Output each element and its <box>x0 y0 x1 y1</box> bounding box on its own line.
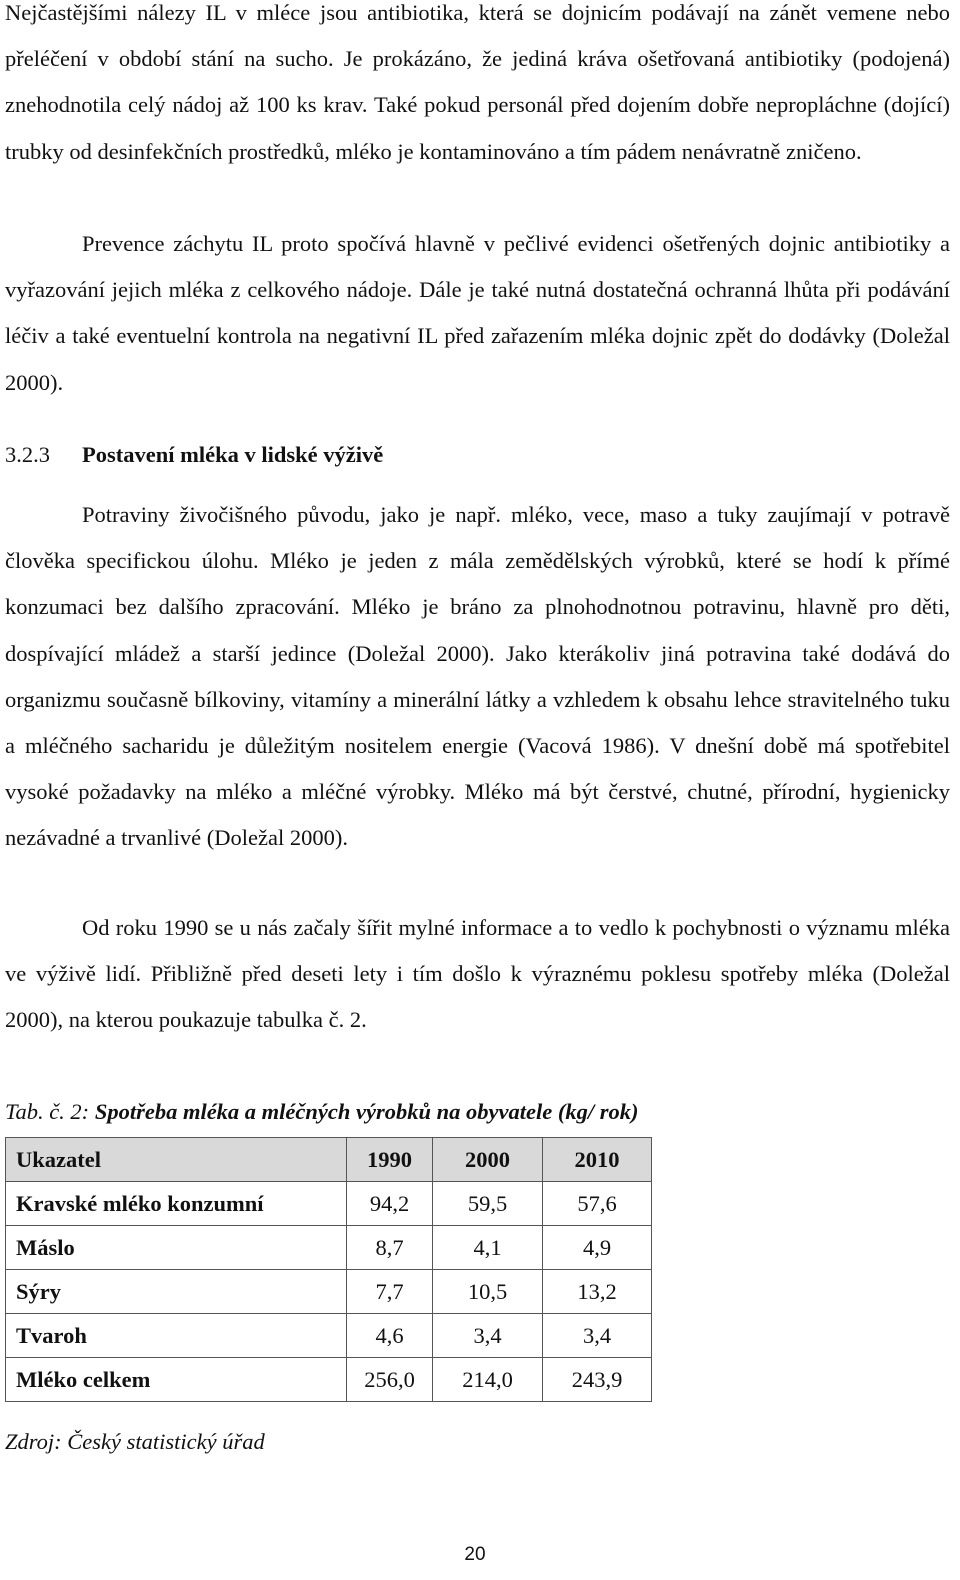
table-cell: 10,5 <box>433 1270 543 1314</box>
table-row-label: Sýry <box>6 1270 347 1314</box>
table-header-cell: 1990 <box>347 1138 433 1182</box>
table-caption <box>5 1094 638 1130</box>
table-cell: 214,0 <box>433 1358 543 1402</box>
table-cell: 57,6 <box>543 1182 652 1226</box>
table-cell: 13,2 <box>543 1270 652 1314</box>
table-row <box>6 1358 652 1402</box>
table-cell: 243,9 <box>543 1358 652 1402</box>
table-row <box>6 1226 652 1270</box>
table-cell: 4,1 <box>433 1226 543 1270</box>
page-number: 20 <box>464 1544 486 1565</box>
table-row-label: Tvaroh <box>6 1314 347 1358</box>
paragraph-antibiotics: Nejčastějšími nálezy IL v mléce jsou antibiotika, která se dojnicím podávají na zánět vemene nebo přeléčení v období stání na sucho. Je prokázáno, že jediná kráva ošetřovaná antibiotiky (podojená) znehodnotila celý nádoj až 100 ks krav. Také pokud personál před dojením dobře nepropláchne (dojící) trubky od desinfekčních prostředků, mléko je kontaminováno a tím pádem nenávratně zničeno. <box>5 0 950 164</box>
table-cell: 4,6 <box>347 1314 433 1358</box>
table-cell: 59,5 <box>433 1182 543 1226</box>
section-number: 3.2.3 <box>5 442 50 467</box>
table-header-row <box>6 1138 652 1182</box>
table-source: Zdroj: Český statistický úřad <box>5 1429 265 1454</box>
consumption-table <box>5 1137 652 1402</box>
section-heading <box>5 437 383 473</box>
table-cell: 94,2 <box>347 1182 433 1226</box>
table-cell: 7,7 <box>347 1270 433 1314</box>
table-cell: 8,7 <box>347 1226 433 1270</box>
table-cell: 4,9 <box>543 1226 652 1270</box>
table-header-cell: 2010 <box>543 1138 652 1182</box>
table-row-label: Mléko celkem <box>6 1358 347 1402</box>
table-header-cell: Ukazatel <box>6 1138 347 1182</box>
table-row-label: Máslo <box>6 1226 347 1270</box>
table-row <box>6 1182 652 1226</box>
paragraph-prevention: Prevence záchytu IL proto spočívá hlavně v pečlivé evidenci ošetřených dojnic antibiotiky a vyřazování jejich mléka z celkového nádoje. Dále je také nutná dostatečná ochranná lhůta při podávání léčiv a také eventuelní kontrola na negativní IL před zařazením mléka dojnic zpět do dodávky (Doležal 2000). <box>5 231 950 395</box>
table-cell: 3,4 <box>543 1314 652 1358</box>
table-caption-title: Spotřeba mléka a mléčných výrobků na obyvatele (kg/ rok) <box>94 1099 639 1124</box>
table-row <box>6 1314 652 1358</box>
paragraph-nutrition: Potraviny živočišného původu, jako je např. mléko, vece, maso a tuky zaujímají v potravě člověka specifickou úlohu. Mléko je jeden z mála zemědělských výrobků, které se hodí k přímé konzumaci bez dalšího zpracování. Mléko je bráno za plnohodnotnou potravinu, hlavně pro děti, dospívající mládež a starší jedince (Doležal 2000). Jako kterákoliv jiná potravina také dodává do organizmu současně bílkoviny, vitamíny a minerální látky a vzhledem k obsahu lehce stravitelného tuku a mléčného sacharidu je důležitým nositelem energie (Vacová 1986). V dnešní době má spotřebitel vysoké požadavky na mléko a mléčné výrobky. Mléko má být čerstvé, chutné, přírodní, hygienicky nezávadné a trvanlivé (Doležal 2000). <box>5 502 950 851</box>
table-row-label: Kravské mléko konzumní <box>6 1182 347 1226</box>
table-header-cell: 2000 <box>433 1138 543 1182</box>
section-title: Postavení mléka v lidské výživě <box>82 442 384 467</box>
table-caption-prefix: Tab. č. 2: <box>5 1099 95 1124</box>
paragraph-consumption-decline: Od roku 1990 se u nás začaly šířit mylné informace a to vedlo k pochybnosti o významu mléka ve výživě lidí. Přibližně před deseti lety i tím došlo k výraznému poklesu spotřeby mléka (Doležal 2000), na kterou poukazuje tabulka č. 2. <box>5 915 950 1033</box>
table-row <box>6 1270 652 1314</box>
table-cell: 3,4 <box>433 1314 543 1358</box>
table-cell: 256,0 <box>347 1358 433 1402</box>
